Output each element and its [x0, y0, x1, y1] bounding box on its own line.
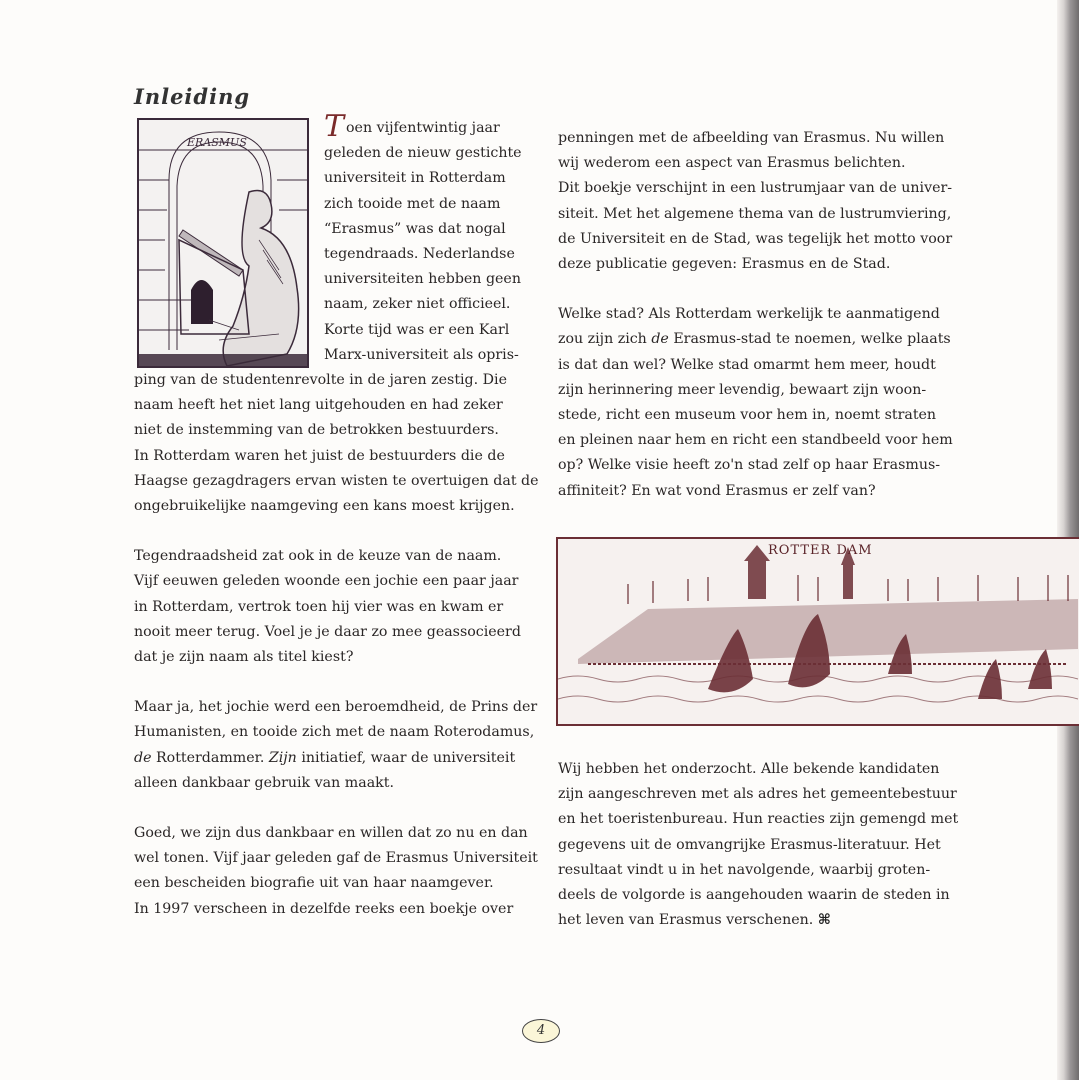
- text-line: universiteiten hebben geen: [324, 271, 521, 288]
- text-line: naam, zeker niet officieel.: [324, 296, 511, 313]
- erasmus-woodcut-caption: ERASMUS: [187, 136, 247, 149]
- text-line: universiteit in Rotterdam: [324, 170, 506, 187]
- text-line: Korte tijd was er een Karl: [324, 321, 510, 338]
- paragraph-maar-ja: Maar ja, het jochie werd een beroemdheid, de Prins der Humanisten, en tooide zich met de naam Roterodamus, de Rotterdammer. Zijn initiatief, waar de universiteit alleen dankbaar gebruik van maakt.: [134, 699, 538, 791]
- paragraph-tegendraadsheid: Tegendraadsheid zat ook in de keuze van de naam. Vijf eeuwen geleden woonde een jochie een paar jaar in Rotterdam, vertrok toen hij vier was en kwam er nooit meer terug. Voel je je daar zo mee geassocieerd dat je zijn naam als titel kiest?: [134, 548, 521, 666]
- paragraph-intro-continued: ping van de studentenrevolte in de jaren zestig. Die naam heeft het niet lang uitgehouden en had zeker niet de instemming van de betrokken bestuurders. In Rotterdam waren het juist de bestuurders die de Haagse gezagdragers ervan wisten te overtuigen dat de ongebruikelijke naamgeving een kans moest krijgen.: [134, 372, 539, 515]
- text-line: Marx-universiteit als opris-: [324, 346, 519, 363]
- paragraph-onderzocht: Wij hebben het onderzocht. Alle bekende kandidaten zijn aangeschreven met als adres het gemeentebestuur en het toeristenbureau. Hun reacties zijn gemengd met gegevens uit de omvangrijke Erasmus-literatuur. Het resultaat vindt u in het navolgende, waarbij groten- deels de volgorde is aangehouden waarin de steden in het leven van Erasmus verschenen. ⌘: [558, 761, 959, 929]
- text-line: geleden de nieuw gestichte: [324, 145, 522, 162]
- end-ornament-icon: ⌘: [817, 912, 831, 929]
- paragraph-goed: Goed, we zijn dus dankbaar en willen dat zo nu en dan wel tonen. Vijf jaar geleden gaf de Erasmus Universiteit een bescheiden biografie uit van haar naamgever. In 1997 verscheen in dezelfde reeks een boekje over: [134, 825, 538, 917]
- page-heading: Inleiding: [134, 84, 251, 110]
- intro-wrapped-text: [324, 109, 539, 368]
- right-column: [558, 126, 960, 529]
- text-line: Toen vijfentwintig jaar: [324, 109, 500, 144]
- rotterdam-engraving-drawing: [558, 539, 1079, 724]
- rotterdam-engraving-caption: ROTTER DAM: [768, 543, 873, 558]
- text-line: “Erasmus” was dat nogal: [324, 220, 506, 237]
- rotterdam-engraving-image: [556, 537, 1079, 726]
- left-column: [134, 109, 539, 947]
- drop-cap: T: [324, 109, 345, 144]
- text-line: zich tooide met de naam: [324, 195, 501, 212]
- paragraph-welke-stad: Welke stad? Als Rotterdam werkelijk te aanmatigend zou zijn zich de Erasmus-stad te noemen, welke plaats is dat dan wel? Welke stad omarmt hem meer, houdt zijn herinnering meer levendig, bewaart zijn woon- stede, richt een museum voor hem in, noemt straten en pleinen naar hem en richt een standbeeld voor hem op? Welke visie heeft zo'n stad zelf op haar Erasmus- affiniteit? En wat vond Erasmus er zelf van?: [558, 306, 953, 499]
- text-line: tegendraads. Nederlandse: [324, 246, 515, 263]
- right-column-lower: [558, 757, 960, 958]
- page-number: 4: [522, 1019, 560, 1043]
- paragraph-penningen: penningen met de afbeelding van Erasmus. Nu willen wij wederom een aspect van Erasmus belichten. Dit boekje verschijnt in een lustrumjaar van de univer- siteit. Met het algemene thema van de lustrumviering, de Universiteit en de Stad, was tegelijk het motto voor deze publicatie gegeven: Erasmus en de Stad.: [558, 130, 953, 273]
